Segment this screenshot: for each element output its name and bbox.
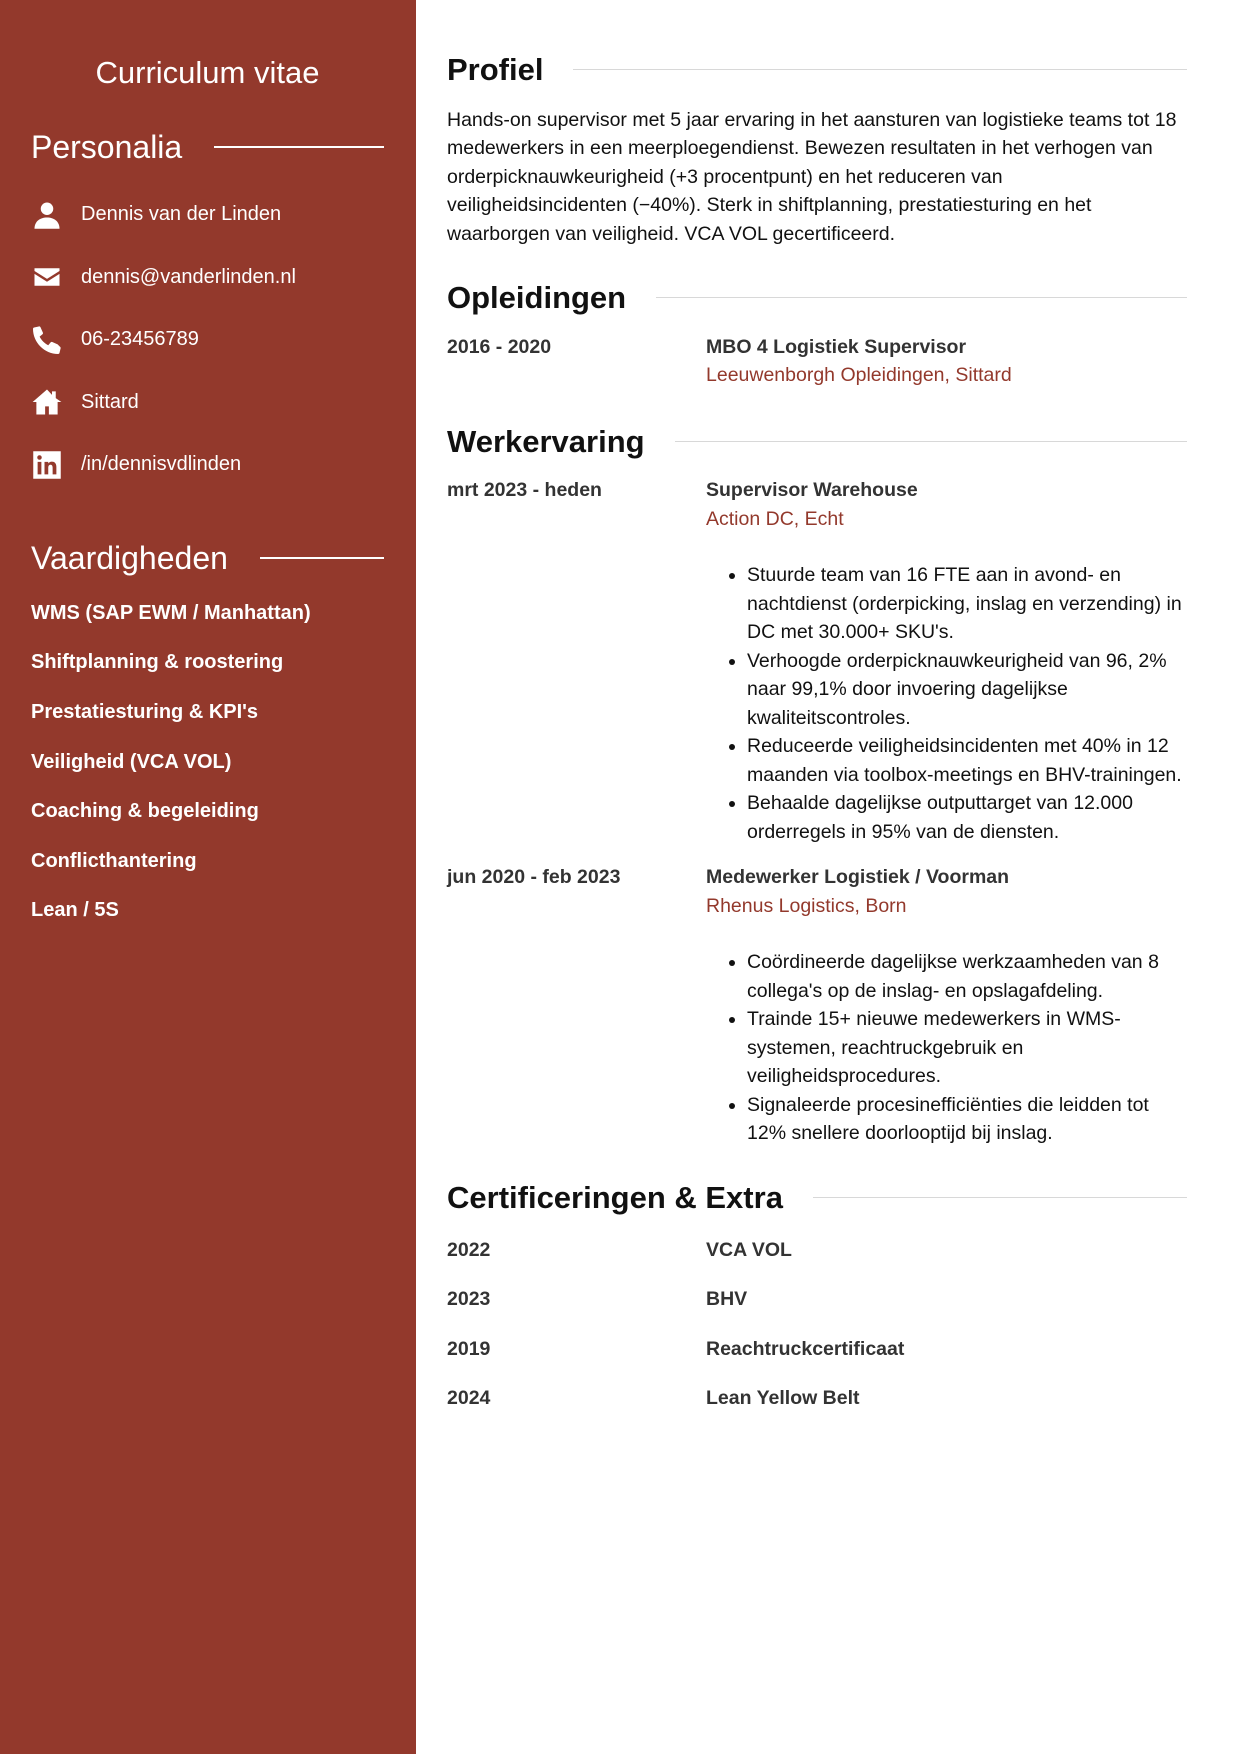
contact-linkedin [31, 433, 384, 496]
user-icon [31, 199, 63, 231]
contact-list [31, 183, 384, 496]
education-heading: Opleidingen [447, 280, 627, 316]
profile-heading-row [447, 52, 1187, 88]
skill-item: Veiligheid (VCA VOL) [31, 750, 232, 773]
skills-heading-row [31, 540, 384, 577]
contact-location-text: Sittard [81, 390, 139, 413]
skill-item: Coaching & begeleiding [31, 800, 259, 823]
experience-entry [447, 476, 1187, 846]
achievement-list [706, 948, 1187, 1148]
contact-linkedin-text[interactable]: /in/dennisvdlinden [81, 453, 242, 476]
list-item: • Verhoogde orderpicknauwkeurigheid van 96, 2% naar 99,1% door invoering dagelijkse kwaliteitscontroles. [747, 647, 1187, 733]
certification-year: 2024 [447, 1387, 491, 1410]
entry-detail [706, 476, 1187, 846]
divider [260, 557, 384, 559]
home-icon [31, 386, 63, 418]
certification-year: 2023 [447, 1288, 491, 1311]
entry-title: Supervisor Warehouse [706, 479, 918, 502]
sidebar [0, 0, 416, 1754]
skill-item: WMS (SAP EWM / Manhattan) [31, 601, 311, 624]
education-section [447, 280, 1187, 390]
skill-item: Prestatiesturing & KPI's [31, 700, 259, 723]
certification-name: VCA VOL [706, 1238, 792, 1261]
main-content [447, 0, 1187, 1436]
cv-title: Curriculum vitae [95, 55, 320, 90]
linkedin-icon [31, 449, 63, 481]
phone-icon [31, 324, 63, 356]
certification-list [447, 1238, 1187, 1436]
certification-row [447, 1337, 1187, 1387]
entry-detail [706, 863, 1187, 1148]
certifications-heading: Certificeringen & Extra [447, 1179, 783, 1215]
entry-title: Medewerker Logistiek / Voorman [706, 866, 1010, 889]
list-item: • Signaleerde procesinefficiënties die leidden tot 12% snellere doorlooptijd bij inslag. [747, 1091, 1187, 1148]
entry-title: MBO 4 Logistiek Supervisor [706, 335, 967, 358]
profile-text: Hands-on supervisor met 5 jaar ervaring in het aansturen van logistieke teams tot 18 medewerkers in een meerploegendienst. Bewezen resultaten in het verhogen van orderpicknauwkeurigheid (+3 procentpunt) en het reduceren van veiligheidsincidenten (−40%). Sterk in shiftplanning, prestatiesturing en het waarborgen van veiligheid. VCA VOL gecertificeerd. [447, 108, 1177, 245]
skill-item: Shiftplanning & roostering [31, 651, 284, 674]
skill-item: Conflicthantering [31, 849, 197, 872]
divider [214, 146, 384, 148]
entry-organization: Rhenus Logistics, Born [706, 894, 907, 917]
skills-heading: Vaardigheden [31, 539, 228, 576]
experience-heading-row [447, 424, 1187, 460]
certifications-heading-row [447, 1180, 1187, 1216]
personal-heading-row [31, 129, 384, 166]
list-item: • Coördineerde dagelijkse werkzaamheden van 8 collega's op de inslag- en opslagafdeling. [747, 948, 1187, 1005]
contact-email [31, 246, 384, 309]
entry-organization: Action DC, Echt [706, 507, 844, 530]
experience-entry [447, 863, 1187, 1148]
profile-heading: Profiel [447, 52, 544, 87]
divider [573, 69, 1187, 70]
entry-date: jun 2020 - feb 2023 [447, 866, 621, 889]
contact-phone [31, 308, 384, 371]
entry-organization: Leeuwenborgh Opleidingen, Sittard [706, 364, 1012, 387]
contact-location [31, 371, 384, 434]
certification-row [447, 1386, 1187, 1436]
education-entry [447, 333, 1187, 390]
entry-date: mrt 2023 - heden [447, 479, 602, 502]
achievement-list [706, 561, 1187, 846]
divider [656, 297, 1187, 298]
certification-name: Lean Yellow Belt [706, 1387, 860, 1410]
profile-section [447, 0, 1187, 248]
experience-section [447, 424, 1187, 1148]
personal-heading: Personalia [31, 128, 183, 165]
skill-item: Lean / 5S [31, 899, 119, 922]
education-heading-row [447, 280, 1187, 316]
divider [813, 1197, 1187, 1198]
divider [675, 441, 1187, 442]
skill-list [31, 601, 384, 948]
certification-name: Reachtruckcertificaat [706, 1337, 905, 1360]
certification-year: 2019 [447, 1337, 491, 1360]
entry-detail [706, 333, 1187, 390]
experience-heading: Werkervaring [447, 423, 645, 459]
envelope-icon [31, 261, 63, 293]
contact-name [31, 183, 384, 246]
certification-row [447, 1238, 1187, 1288]
list-item: • Reduceerde veiligheidsincidenten met 40% in 12 maanden via toolbox-meetings en BHV-trainingen. [747, 732, 1187, 789]
certification-year: 2022 [447, 1238, 491, 1261]
certifications-section [447, 1180, 1187, 1436]
contact-name-text: Dennis van der Linden [81, 203, 282, 226]
certification-name: BHV [706, 1288, 748, 1311]
entry-date: 2016 - 2020 [447, 335, 552, 358]
contact-phone-text[interactable]: 06-23456789 [81, 328, 199, 351]
list-item: • Behaalde dagelijkse outputtarget van 12.000 orderregels in 95% van de diensten. [747, 789, 1187, 846]
list-item: • Stuurde team van 16 FTE aan in avond- en nachtdienst (orderpicking, inslag en verzending) in DC met 30.000+ SKU's. [747, 561, 1187, 647]
certification-row [447, 1287, 1187, 1337]
list-item: • Trainde 15+ nieuwe medewerkers in WMS-systemen, reachtruckgebruik en veiligheidsprocedures. [747, 1005, 1187, 1091]
contact-email-text[interactable]: dennis@vanderlinden.nl [81, 265, 296, 288]
